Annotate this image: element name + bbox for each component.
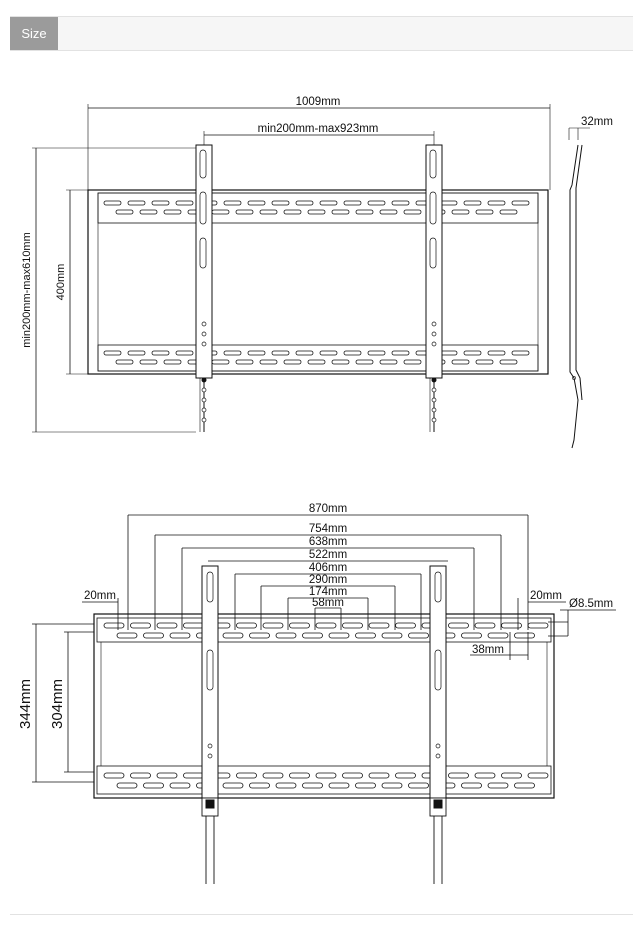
mounting-slot: [308, 210, 325, 214]
mounting-slot: [140, 210, 157, 214]
spacing-label-406: 406mm: [308, 562, 348, 574]
mounting-slot: [475, 623, 495, 628]
mounting-slot: [392, 351, 409, 355]
edge-left-label: 20mm: [84, 590, 116, 602]
mounting-slot: [237, 623, 257, 628]
mounting-slot: [184, 623, 204, 628]
mounting-slot: [343, 773, 363, 778]
mounting-slot: [409, 633, 429, 638]
mounting-slot: [164, 210, 181, 214]
bottom-rail-slots-lower-2: [117, 783, 535, 788]
mounting-slot: [276, 633, 296, 638]
mounting-slot: [502, 623, 522, 628]
mounting-slot: [223, 633, 243, 638]
spacing-label-174: 174mm: [308, 586, 348, 598]
mounting-slot: [462, 633, 482, 638]
mounting-slot: [409, 783, 429, 788]
slot-length-label: 38mm: [472, 644, 504, 656]
mounting-slot: [392, 201, 409, 205]
mounting-slot: [260, 360, 277, 364]
spacing-label-522: 522mm: [308, 549, 348, 561]
top-bottom-rail-slots-2: [116, 360, 517, 364]
mounting-slot: [117, 783, 137, 788]
mounting-slot: [512, 351, 529, 355]
spacing-label-290: 290mm: [308, 574, 348, 586]
mounting-slot: [290, 773, 310, 778]
mounting-slot: [236, 360, 253, 364]
mounting-slot: [344, 351, 361, 355]
mounting-slot: [332, 360, 349, 364]
mounting-slot: [320, 201, 337, 205]
mounting-slot: [157, 773, 177, 778]
mounting-slot: [356, 783, 376, 788]
mounting-slot: [452, 210, 469, 214]
bottom-right-arm: [430, 566, 446, 884]
mounting-slot: [528, 623, 548, 628]
mounting-slot: [308, 360, 325, 364]
mounting-slot: [380, 210, 397, 214]
mounting-slot: [212, 210, 229, 214]
mounting-slot: [476, 360, 493, 364]
top-bottom-rail-slots: [104, 351, 529, 355]
mounting-slot: [260, 210, 277, 214]
mounting-slot: [316, 623, 336, 628]
mounting-slot: [369, 623, 389, 628]
mounting-slot: [464, 201, 481, 205]
bottom-rail-slots-lower: [104, 773, 548, 778]
bottom-frame: [94, 614, 554, 798]
mounting-slot: [248, 201, 265, 205]
mounting-slot: [184, 773, 204, 778]
mounting-slot: [488, 201, 505, 205]
mounting-slot: [104, 773, 124, 778]
spacing-label-638: 638mm: [308, 536, 348, 548]
mounting-slot: [276, 783, 296, 788]
side-profile-view: [569, 128, 590, 448]
mounting-slot: [440, 201, 457, 205]
mounting-slot: [131, 623, 151, 628]
mounting-slot: [144, 633, 164, 638]
bottom-left-arm: [202, 566, 218, 884]
mounting-slot: [296, 351, 313, 355]
mounting-slot: [368, 351, 385, 355]
mounting-slot: [440, 351, 457, 355]
mounting-slot: [488, 633, 508, 638]
bottom-rail-slots-upper-2: [117, 633, 535, 638]
mounting-slot: [316, 773, 336, 778]
mounting-slot: [140, 360, 157, 364]
mounting-slot: [452, 360, 469, 364]
mounting-slot: [502, 773, 522, 778]
top-rail-slots: [104, 201, 529, 205]
mounting-slot: [380, 360, 397, 364]
mounting-slot: [104, 201, 121, 205]
mounting-slot: [343, 623, 363, 628]
mounting-slot: [515, 783, 535, 788]
mounting-slot: [170, 783, 190, 788]
mounting-slot: [128, 351, 145, 355]
mounting-slot: [223, 783, 243, 788]
mounting-slot: [369, 773, 389, 778]
mounting-slot: [303, 633, 323, 638]
mounting-slot: [500, 210, 517, 214]
mounting-slot: [157, 623, 177, 628]
mounting-slot: [464, 351, 481, 355]
mounting-slot: [332, 210, 349, 214]
spacing-label-58: 58mm: [312, 597, 344, 609]
top-front-view: [88, 104, 550, 374]
mounting-slot: [382, 633, 402, 638]
mounting-slot: [284, 360, 301, 364]
spacing-label-754: 754mm: [308, 523, 348, 535]
mounting-slot: [116, 210, 133, 214]
mounting-slot: [344, 201, 361, 205]
inner-height-label-bottom: 304mm: [49, 678, 66, 730]
mounting-slot: [116, 360, 133, 364]
arm-spacing-label: min200mm-max923mm: [257, 123, 379, 135]
mounting-slot: [236, 210, 253, 214]
mounting-slot: [250, 633, 270, 638]
mounting-slot: [382, 783, 402, 788]
mounting-slot: [104, 351, 121, 355]
mounting-slot: [152, 351, 169, 355]
mounting-slot: [368, 201, 385, 205]
mounting-slot: [329, 633, 349, 638]
size-tab[interactable]: Size: [10, 17, 58, 50]
edge-right-label: 20mm: [530, 590, 562, 602]
mounting-slot: [263, 623, 283, 628]
mounting-slot: [237, 773, 257, 778]
mounting-slot: [303, 783, 323, 788]
mounting-slot: [476, 210, 493, 214]
mounting-slot: [104, 623, 124, 628]
mounting-slot: [224, 351, 241, 355]
mounting-slot: [144, 783, 164, 788]
mounting-slot: [396, 623, 416, 628]
mounting-slot: [488, 351, 505, 355]
mounting-slot: [404, 210, 421, 214]
bottom-rail-slots-upper: [104, 623, 548, 628]
mounting-slot: [128, 201, 145, 205]
spacing-label-870: 870mm: [308, 503, 348, 515]
inner-height-label: 400mm: [55, 263, 67, 301]
mounting-slot: [320, 351, 337, 355]
mounting-slot: [488, 783, 508, 788]
mounting-slot: [212, 360, 229, 364]
height-range-label: min200mm-max610mm: [21, 232, 33, 348]
depth-label: 32mm: [581, 116, 613, 128]
mounting-slot: [500, 360, 517, 364]
top-rail-slots-lower: [116, 210, 517, 214]
mounting-slot: [475, 773, 495, 778]
mounting-slot: [263, 773, 283, 778]
mounting-slot: [356, 633, 376, 638]
mounting-slot: [356, 210, 373, 214]
hole-diameter-label: Ø8.5mm: [569, 598, 614, 610]
top-left-arm: [196, 145, 212, 432]
mounting-slot: [248, 351, 265, 355]
mounting-slot: [176, 201, 193, 205]
mounting-slot: [449, 773, 469, 778]
mounting-slot: [176, 351, 193, 355]
mounting-slot: [515, 633, 535, 638]
mounting-slot: [164, 360, 181, 364]
mounting-slot: [131, 773, 151, 778]
mounting-slot: [462, 783, 482, 788]
width-label: 1009mm: [295, 96, 341, 108]
mounting-slot: [396, 773, 416, 778]
mounting-slot: [272, 351, 289, 355]
mounting-slot: [512, 201, 529, 205]
top-right-arm: [426, 145, 442, 432]
mounting-slot: [284, 210, 301, 214]
mounting-slot: [250, 783, 270, 788]
mounting-slot: [272, 201, 289, 205]
mounting-slot: [117, 633, 137, 638]
mounting-slot: [449, 623, 469, 628]
mounting-slot: [152, 201, 169, 205]
mounting-slot: [170, 633, 190, 638]
mounting-slot: [224, 201, 241, 205]
mounting-slot: [356, 360, 373, 364]
mounting-slot: [329, 783, 349, 788]
mounting-slot: [404, 360, 421, 364]
mounting-slot: [528, 773, 548, 778]
mounting-slot: [290, 623, 310, 628]
mounting-slot: [296, 201, 313, 205]
outer-height-label: 344mm: [17, 678, 34, 730]
